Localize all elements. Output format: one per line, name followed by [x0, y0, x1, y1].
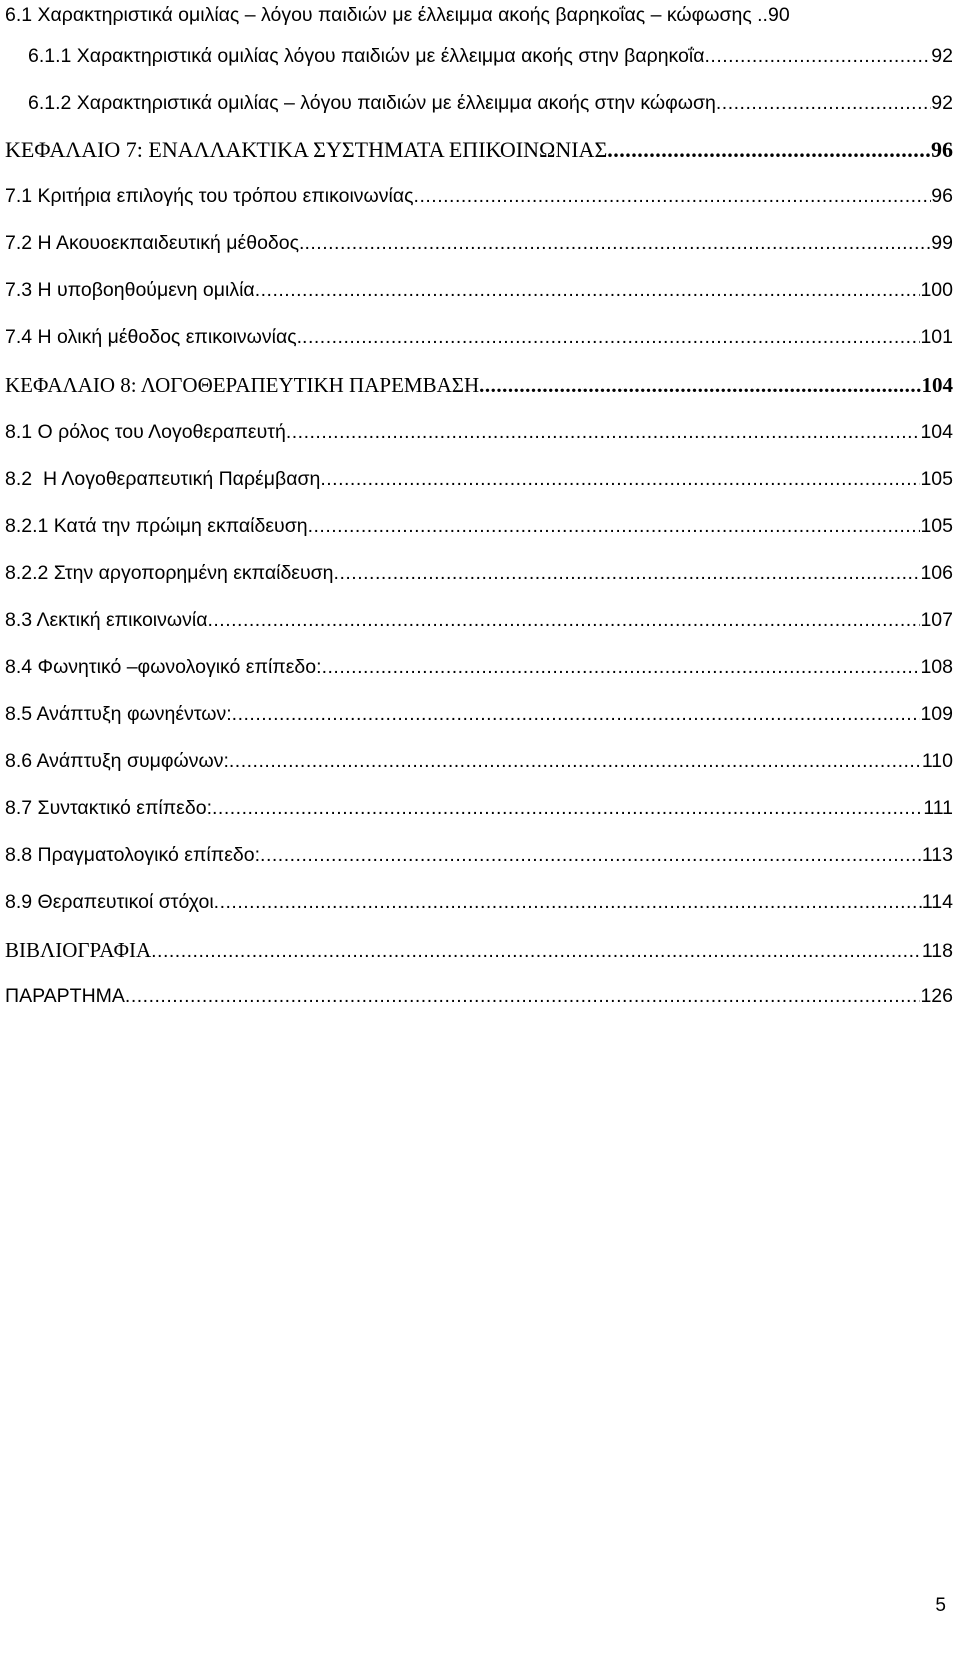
toc-entry[interactable] [5, 703, 953, 739]
toc-entry[interactable] [5, 185, 953, 221]
toc-entry[interactable] [5, 750, 953, 786]
toc-entry-page: 92 [931, 45, 953, 67]
toc-entry-label: 7.3 Η υποβοηθούμενη ομιλία [5, 279, 255, 301]
toc-leader [607, 137, 931, 163]
toc-leader [479, 373, 921, 398]
toc-entry-page: 126 [920, 985, 953, 1007]
toc-entry-page: 96 [931, 185, 953, 207]
toc-entry[interactable] [5, 938, 953, 974]
toc-leader [705, 45, 932, 68]
toc-entry[interactable] [5, 421, 953, 457]
toc-entry[interactable] [28, 45, 953, 81]
toc-entry-label: 8.9 Θεραπευτικοί στόχοι [5, 891, 214, 913]
toc-entry-page: 109 [920, 703, 953, 725]
toc-entry[interactable] [5, 515, 953, 551]
toc-leader [207, 609, 920, 632]
toc-leader [320, 468, 920, 491]
toc-entry[interactable] [5, 891, 953, 927]
toc-entry-page: 92 [931, 92, 953, 114]
toc-entry-page: 118 [921, 940, 953, 962]
toc-entry-page: 100 [920, 279, 953, 301]
toc-entry-label: ΚΕΦΑΛΑΙΟ 7: ΕΝΑΛΛΑΚΤΙΚΑ ΣΥΣΤΗΜΑΤΑ ΕΠΙΚΟΙΝΩΝΙΑΣ [5, 137, 608, 162]
toc-entry[interactable] [5, 844, 953, 880]
toc-entry-page: 96 [931, 137, 953, 162]
toc-entry-page: 106 [920, 562, 953, 584]
toc-entry-page: 90 [767, 4, 790, 26]
toc-entry[interactable] [5, 326, 953, 362]
toc-entry-page: 105 [920, 468, 953, 490]
toc-entry-label: 6.1.1 Χαρακτηριστικά ομιλίας λόγου παιδιών με έλλειμμα ακοής στην βαρηκοΐα [28, 45, 705, 67]
toc-entry-page: 114 [921, 891, 953, 913]
toc-entry-label: 8.2 Η Λογοθεραπευτική Παρέμβαση [5, 468, 321, 490]
toc-entry-label: 8.6 Ανάπτυξη συμφώνων: [5, 750, 229, 772]
toc-entry-label: ΚΕΦΑΛΑΙΟ 8: ΛΟΓΟΘΕΡΑΠΕΥΤΙΚΗ ΠΑΡΕΜΒΑΣΗ [5, 373, 480, 397]
toc-leader [286, 421, 921, 444]
toc-leader [716, 92, 931, 115]
toc-leader [212, 797, 923, 820]
toc-leader [308, 515, 921, 538]
toc-leader [125, 985, 921, 1008]
toc-leader [229, 750, 922, 773]
toc-entry[interactable] [5, 468, 953, 504]
toc-leader [414, 185, 932, 208]
toc-entry-label: 7.2 Η Ακουοεκπαιδευτική μέθοδος. [5, 232, 305, 254]
toc-entry-label: 8.2.2 Στην αργοπορημένη εκπαίδευση [5, 562, 334, 584]
toc-entry-label: ΠΑΡΑΡΤΗΜΑ [5, 985, 125, 1007]
toc-entry-label: 7.1 Κριτήρια επιλογής του τρόπου επικοινωνίας [5, 185, 414, 207]
toc-entry[interactable] [28, 92, 953, 128]
toc-entry[interactable] [5, 656, 953, 692]
toc-leader [151, 940, 922, 963]
toc-entry-page: 105 [920, 515, 953, 537]
toc-entry-page: 113 [921, 844, 953, 866]
toc-entry-page: 107 [920, 609, 953, 631]
toc-entry-label: ΒΙΒΛΙΟΓΡΑΦΙΑ [5, 938, 152, 962]
toc-entry-page: 108 [920, 656, 953, 678]
page-number: 5 [935, 1595, 946, 1616]
toc-entry-label: 8.7 Συντακτικό επίπεδο: [5, 797, 212, 819]
toc-entry-page: 104 [921, 373, 953, 397]
toc-entry-page: 110 [921, 750, 953, 772]
toc-entry-label: 7.4 Η ολική μέθοδος επικοινωνίας. [5, 326, 303, 348]
toc-entry-label: 8.1 Ο ρόλος του Λογοθεραπευτή [5, 421, 286, 443]
toc-leader [334, 562, 921, 585]
toc-entry-label: 8.5 Ανάπτυξη φωνηέντων: [5, 703, 232, 725]
toc-entry-label: 8.2.1 Κατά την πρώιμη εκπαίδευση [5, 515, 308, 537]
toc-leader [304, 232, 931, 255]
toc-entry[interactable] [5, 232, 953, 268]
toc-entry-page: 101 [920, 326, 953, 348]
toc-leader [322, 656, 921, 679]
toc-entry-label: 8.8 Πραγματολογικό επίπεδο: [5, 844, 261, 866]
toc-entry-label: 6.1.2 Χαρακτηριστικά ομιλίας – λόγου παιδιών με έλλειμμα ακοής στην κώφωση [28, 92, 716, 114]
toc-entry[interactable] [5, 609, 953, 645]
toc-entry-label: 6.1 Χαρακτηριστικά ομιλίας – λόγου παιδιών με έλλειμμα ακοής βαρηκοΐας – κώφωσης .. [5, 4, 768, 26]
toc-entry-page: 111 [923, 797, 953, 819]
toc-entry[interactable] [5, 797, 953, 833]
toc-leader [302, 326, 920, 349]
toc-entry-label: 8.4 Φωνητικό –φωνολογικό επίπεδο: [5, 656, 322, 678]
toc-entry[interactable] [5, 985, 953, 1021]
toc-leader [214, 891, 922, 914]
toc-entry[interactable] [5, 4, 953, 40]
toc-chapter-entry[interactable] [5, 137, 953, 173]
toc-entry[interactable] [5, 562, 953, 598]
toc-leader [255, 279, 921, 302]
toc-entry[interactable] [5, 279, 953, 315]
toc-entry-label: 8.3 Λεκτική επικοινωνία [5, 609, 208, 631]
toc-leader [232, 703, 921, 726]
toc-entry-page: 99 [931, 232, 953, 254]
toc-leader [260, 844, 922, 867]
toc-chapter-entry[interactable] [5, 373, 953, 409]
toc-entry-page: 104 [920, 421, 953, 443]
